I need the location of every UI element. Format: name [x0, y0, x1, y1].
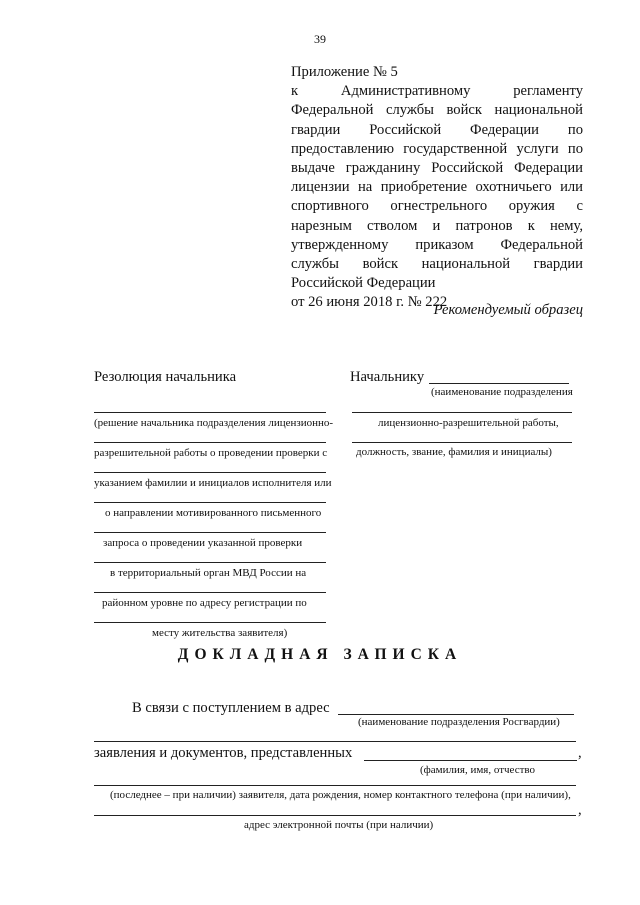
applicant-name-hint: (фамилия, имя, отчество	[420, 764, 536, 776]
resolution-underline[interactable]	[94, 472, 326, 473]
comma: ,	[578, 745, 582, 761]
addressee-underline[interactable]	[352, 442, 572, 443]
applicant-details-hint: (последнее – при наличии) заявителя, дата рождения, номер контактного телефона (при наличии),	[110, 789, 571, 801]
appendix-line: предоставлению государственной услуги по	[291, 140, 583, 157]
comma: ,	[578, 802, 582, 818]
appendix-line: службы войск национальной гвардии	[291, 256, 583, 273]
resolution-underline[interactable]	[94, 562, 326, 563]
addressee-hint: (наименование подразделения	[431, 386, 573, 398]
resolution-underline[interactable]	[94, 442, 326, 443]
appendix-line: Федеральной службы войск национальной	[291, 102, 583, 119]
document-heading: ДОКЛАДНАЯ ЗАПИСКА	[177, 646, 463, 663]
applicant-name-underline[interactable]	[364, 760, 577, 761]
resolution-hint: указанием фамилии и инициалов исполнителя или	[94, 477, 332, 489]
addressee-underline[interactable]	[429, 383, 569, 384]
addressee-underline[interactable]	[352, 412, 572, 413]
resolution-hint: запроса о проведении указанной проверки	[103, 537, 303, 549]
appendix-line: спортивного огнестрельного оружия с	[291, 198, 583, 215]
resolution-underline[interactable]	[94, 502, 326, 503]
body-underline[interactable]	[94, 741, 576, 742]
appendix-line: лицензии на приобретение охотничьего или	[291, 179, 583, 196]
email-hint: адрес электронной почты (при наличии)	[244, 819, 434, 831]
appendix-line: к Административному регламенту	[291, 83, 583, 100]
appendix-line: выдаче гражданину Российской Федерации	[291, 160, 583, 177]
page-number: 39	[314, 32, 326, 46]
appendix-line: нарезным стволом и патронов к нему,	[291, 217, 583, 234]
documents-text: заявления и документов, представленных	[94, 745, 353, 761]
department-hint: (наименование подразделения Росгвардии)	[358, 716, 560, 728]
resolution-hint: (решение начальника подразделения лицензионно-	[94, 417, 334, 429]
department-underline[interactable]	[338, 714, 574, 715]
resolution-hint: о направлении мотивированного письменного	[105, 507, 322, 519]
resolution-underline[interactable]	[94, 622, 326, 623]
resolution-hint: разрешительной работы о проведении проверки с	[94, 447, 328, 459]
appendix-line: Российской Федерации	[291, 275, 436, 292]
resolution-hint: в территориальный орган МВД России на	[110, 567, 307, 579]
addressee-title: Начальнику	[350, 369, 425, 385]
intro-text: В связи с поступлением в адрес	[132, 700, 330, 716]
recommended-sample-label: Рекомендуемый образец	[433, 302, 583, 318]
appendix-line: утвержденному приказом Федеральной	[291, 236, 583, 253]
email-underline[interactable]	[94, 815, 576, 816]
appendix-block	[291, 63, 583, 313]
addressee-hint: должность, звание, фамилия и инициалы)	[356, 446, 552, 458]
addressee-hint: лицензионно-разрешительной работы,	[378, 417, 559, 429]
applicant-details-underline[interactable]	[94, 785, 576, 786]
appendix-line: от 26 июня 2018 г. № 222	[291, 294, 448, 311]
appendix-line: Приложение № 5	[291, 64, 398, 80]
resolution-hint: месту жительства заявителя)	[152, 627, 288, 639]
resolution-title: Резолюция начальника	[94, 369, 237, 385]
resolution-hint: районном уровне по адресу регистрации по	[102, 597, 307, 609]
resolution-underline[interactable]	[94, 412, 326, 413]
appendix-line: гвардии Российской Федерации по	[291, 121, 583, 138]
resolution-underline[interactable]	[94, 592, 326, 593]
resolution-underline[interactable]	[94, 532, 326, 533]
